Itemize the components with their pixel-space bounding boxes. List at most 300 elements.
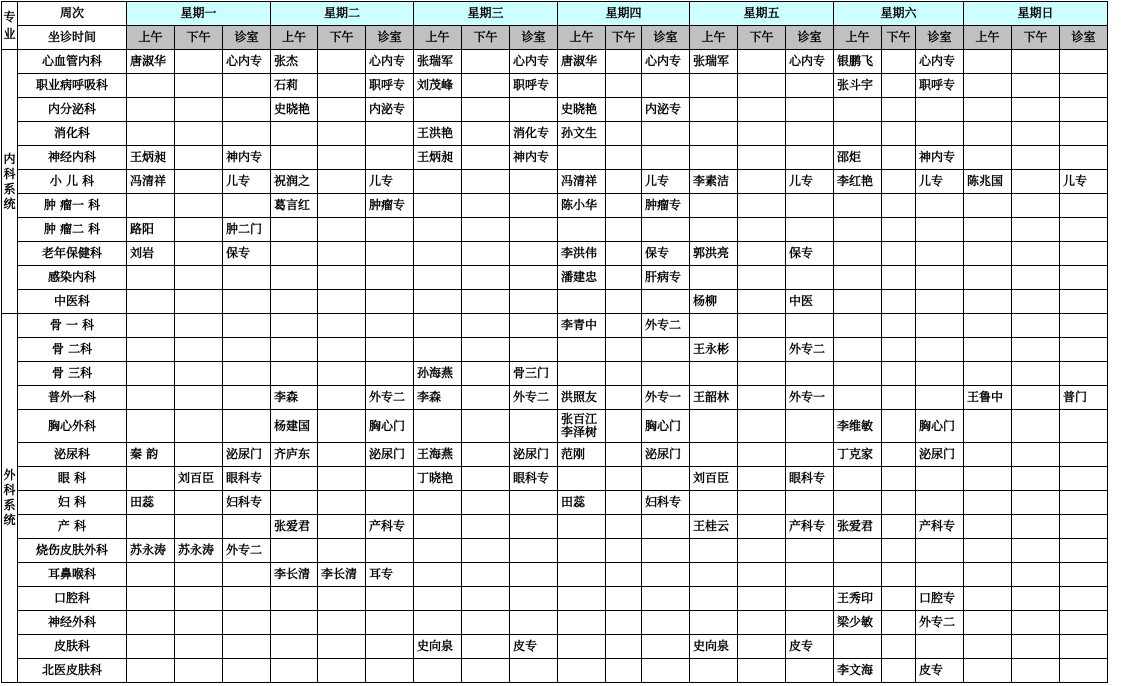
doctor-cell	[1012, 515, 1060, 539]
doctor-cell	[738, 266, 786, 290]
doctor-cell	[738, 242, 786, 266]
doctor-cell	[738, 410, 786, 443]
clinic-room-cell	[1060, 98, 1108, 122]
clinic-room-cell	[786, 122, 834, 146]
department-name: 肿 瘤二 科	[18, 218, 127, 242]
doctor-cell: 陈小华	[558, 194, 606, 218]
doctor-cell	[127, 122, 175, 146]
table-row	[2, 50, 1108, 74]
doctor-cell	[127, 362, 175, 386]
doctor-cell	[690, 266, 738, 290]
clinic-room-cell	[786, 443, 834, 467]
doctor-cell: 祝润之	[271, 170, 318, 194]
clinic-room-cell	[1060, 443, 1108, 467]
clinic-room-cell	[366, 467, 414, 491]
session-header-am: 上午	[414, 26, 462, 50]
doctor-cell	[1012, 635, 1060, 659]
doctor-cell	[175, 242, 223, 266]
clinic-room-cell	[916, 98, 964, 122]
doctor-cell	[318, 491, 366, 515]
clinic-room-cell	[223, 290, 271, 314]
doctor-cell: 刘岩	[127, 242, 175, 266]
doctor-cell	[175, 50, 223, 74]
department-name: 心血管内科	[18, 50, 127, 74]
doctor-cell: 唐淑华	[127, 50, 175, 74]
doctor-cell	[606, 587, 642, 611]
clinic-room-cell	[223, 362, 271, 386]
doctor-cell	[414, 194, 462, 218]
clinic-room-cell: 妇科专	[223, 491, 271, 515]
doctor-cell	[882, 539, 916, 563]
clinic-room-cell	[786, 587, 834, 611]
doctor-cell: 张爱君	[271, 515, 318, 539]
doctor-cell	[738, 611, 786, 635]
session-header-pm: 下午	[175, 26, 223, 50]
doctor-cell	[414, 611, 462, 635]
doctor-cell: 张斗宇	[834, 74, 882, 98]
doctor-cell	[1012, 98, 1060, 122]
clinic-room-cell	[1060, 362, 1108, 386]
department-name: 感染内科	[18, 266, 127, 290]
clinic-room-cell: 普门	[1060, 386, 1108, 410]
doctor-cell: 张瑞军	[414, 50, 462, 74]
doctor-cell	[882, 491, 916, 515]
doctor-cell	[462, 443, 510, 467]
department-name: 北医皮肤科	[18, 659, 127, 683]
doctor-cell	[414, 410, 462, 443]
table-row	[2, 491, 1108, 515]
doctor-cell	[964, 122, 1012, 146]
doctor-cell	[271, 587, 318, 611]
clinic-room-cell: 保专	[223, 242, 271, 266]
doctor-cell	[175, 443, 223, 467]
clinic-room-cell: 肝病专	[642, 266, 690, 290]
doctor-cell: 陈兆国	[964, 170, 1012, 194]
clinic-room-cell	[1060, 563, 1108, 587]
doctor-cell: 田蕊	[127, 491, 175, 515]
doctor-cell	[882, 635, 916, 659]
doctor-cell: 王韶林	[690, 386, 738, 410]
doctor-cell	[558, 611, 606, 635]
doctor-cell	[127, 386, 175, 410]
clinic-room-cell: 外专二	[916, 611, 964, 635]
clinic-room-cell: 儿专	[366, 170, 414, 194]
doctor-cell	[271, 218, 318, 242]
doctor-cell	[414, 563, 462, 587]
clinic-room-cell	[786, 410, 834, 443]
clinic-room-cell	[786, 314, 834, 338]
doctor-cell	[964, 563, 1012, 587]
clinic-room-cell	[510, 410, 558, 443]
clinic-room-cell: 泌尿门	[223, 443, 271, 467]
clinic-room-cell	[510, 314, 558, 338]
doctor-cell: 梁少敏	[834, 611, 882, 635]
doctor-cell	[462, 314, 510, 338]
doctor-cell: 李文海	[834, 659, 882, 683]
doctor-cell	[834, 635, 882, 659]
clinic-room-cell	[223, 194, 271, 218]
doctor-cell	[882, 443, 916, 467]
clinic-room-cell: 职呼专	[366, 74, 414, 98]
doctor-cell	[606, 98, 642, 122]
clinic-room-cell	[642, 218, 690, 242]
doctor-cell	[1012, 194, 1060, 218]
clinic-room-cell	[786, 362, 834, 386]
doctor-cell: 李洪伟	[558, 242, 606, 266]
doctor-cell	[1012, 443, 1060, 467]
clinic-room-cell: 儿专	[223, 170, 271, 194]
doctor-cell	[690, 611, 738, 635]
clinic-room-cell	[642, 74, 690, 98]
table-row	[2, 467, 1108, 491]
clinic-room-cell: 心内专	[223, 50, 271, 74]
doctor-cell	[558, 146, 606, 170]
clinic-room-cell	[366, 491, 414, 515]
doctor-cell	[414, 98, 462, 122]
doctor-cell	[1012, 122, 1060, 146]
clinic-room-cell	[642, 362, 690, 386]
doctor-cell	[738, 563, 786, 587]
doctor-cell	[127, 587, 175, 611]
doctor-cell	[127, 563, 175, 587]
doctor-cell	[462, 515, 510, 539]
department-name: 内分泌科	[18, 98, 127, 122]
doctor-cell	[606, 491, 642, 515]
doctor-cell	[964, 194, 1012, 218]
doctor-cell	[606, 362, 642, 386]
doctor-cell	[127, 515, 175, 539]
doctor-cell	[318, 98, 366, 122]
doctor-cell	[318, 50, 366, 74]
clinic-room-cell	[510, 587, 558, 611]
doctor-cell: 李长清	[318, 563, 366, 587]
clinic-room-cell	[916, 194, 964, 218]
clinic-room-cell: 神内专	[510, 146, 558, 170]
clinic-room-cell	[1060, 338, 1108, 362]
day-header-sun: 星期日	[964, 2, 1108, 26]
doctor-cell	[834, 362, 882, 386]
doctor-cell: 郭洪亮	[690, 242, 738, 266]
clinic-room-cell	[510, 539, 558, 563]
doctor-cell	[462, 467, 510, 491]
doctor-cell	[738, 218, 786, 242]
clinic-room-cell: 肿瘤专	[642, 194, 690, 218]
clinic-room-cell: 外专二	[366, 386, 414, 410]
doctor-cell: 秦 韵	[127, 443, 175, 467]
doctor-cell	[834, 218, 882, 242]
doctor-cell	[462, 410, 510, 443]
clinic-room-cell	[366, 122, 414, 146]
clinic-room-cell: 儿专	[916, 170, 964, 194]
doctor-cell: 王鲁中	[964, 386, 1012, 410]
clinic-room-cell	[366, 611, 414, 635]
doctor-cell	[414, 539, 462, 563]
clinic-room-cell	[510, 170, 558, 194]
doctor-cell	[606, 74, 642, 98]
session-header-am: 上午	[271, 26, 318, 50]
session-header-pm: 下午	[882, 26, 916, 50]
doctor-cell	[834, 386, 882, 410]
clinic-room-cell	[642, 611, 690, 635]
doctor-cell	[318, 314, 366, 338]
clinic-room-cell	[642, 122, 690, 146]
day-header-wed: 星期三	[414, 2, 558, 26]
clinic-room-cell	[366, 266, 414, 290]
doctor-cell	[175, 386, 223, 410]
doctor-cell: 路阳	[127, 218, 175, 242]
doctor-cell	[1012, 611, 1060, 635]
doctor-cell: 王炳昶	[127, 146, 175, 170]
doctor-cell	[738, 98, 786, 122]
clinic-room-cell: 外专一	[642, 386, 690, 410]
table-row	[2, 362, 1108, 386]
doctor-cell	[175, 146, 223, 170]
clinic-room-cell	[366, 659, 414, 683]
doctor-cell	[1012, 563, 1060, 587]
doctor-cell	[558, 515, 606, 539]
session-header-am: 上午	[127, 26, 175, 50]
doctor-cell	[271, 539, 318, 563]
doctor-cell	[558, 587, 606, 611]
doctor-cell: 李长清	[271, 563, 318, 587]
table-row	[2, 635, 1108, 659]
doctor-cell	[271, 242, 318, 266]
clinic-room-cell: 内泌专	[642, 98, 690, 122]
clinic-room-cell	[916, 266, 964, 290]
session-header-room: 诊室	[223, 26, 271, 50]
doctor-cell	[271, 266, 318, 290]
doctor-cell	[882, 242, 916, 266]
doctor-cell: 李青中	[558, 314, 606, 338]
department-name: 烧伤皮肤外科	[18, 539, 127, 563]
doctor-cell	[882, 563, 916, 587]
doctor-cell	[882, 122, 916, 146]
doctor-cell	[271, 290, 318, 314]
doctor-cell	[175, 290, 223, 314]
table-row	[2, 611, 1108, 635]
doctor-cell	[558, 290, 606, 314]
doctor-cell	[690, 659, 738, 683]
clinic-room-cell	[786, 563, 834, 587]
clinic-room-cell	[642, 338, 690, 362]
doctor-cell	[606, 467, 642, 491]
doctor-cell	[1012, 290, 1060, 314]
doctor-cell	[964, 74, 1012, 98]
doctor-cell	[964, 443, 1012, 467]
doctor-cell: 刘百臣	[175, 467, 223, 491]
department-name: 小 儿 科	[18, 170, 127, 194]
doctor-cell	[606, 563, 642, 587]
doctor-cell: 齐庐东	[271, 443, 318, 467]
doctor-cell	[462, 362, 510, 386]
doctor-cell	[606, 314, 642, 338]
clinic-room-cell	[223, 266, 271, 290]
doctor-cell	[318, 290, 366, 314]
doctor-cell	[834, 467, 882, 491]
doctor-cell	[738, 491, 786, 515]
doctor-cell	[462, 290, 510, 314]
doctor-cell	[462, 170, 510, 194]
table-row	[2, 218, 1108, 242]
doctor-cell	[606, 410, 642, 443]
doctor-cell	[606, 635, 642, 659]
doctor-cell: 李森	[271, 386, 318, 410]
doctor-cell	[414, 314, 462, 338]
table-row	[2, 122, 1108, 146]
doctor-cell	[318, 122, 366, 146]
clinic-room-cell	[642, 635, 690, 659]
doctor-cell	[738, 194, 786, 218]
doctor-cell	[318, 242, 366, 266]
clinic-room-cell	[786, 611, 834, 635]
doctor-cell: 王炳昶	[414, 146, 462, 170]
doctor-cell: 张百江 李泽树	[558, 410, 606, 443]
doctor-cell	[834, 290, 882, 314]
doctor-cell	[738, 122, 786, 146]
doctor-cell	[834, 563, 882, 587]
session-header-pm: 下午	[318, 26, 366, 50]
clinic-room-cell	[642, 587, 690, 611]
clinic-room-cell	[916, 314, 964, 338]
clinic-room-cell: 中医	[786, 290, 834, 314]
clinic-room-cell	[223, 338, 271, 362]
clinic-room-cell	[916, 563, 964, 587]
doctor-cell	[738, 467, 786, 491]
clinic-room-cell: 耳专	[366, 563, 414, 587]
schedule-sheet	[1, 1, 1108, 683]
doctor-cell	[690, 122, 738, 146]
doctor-cell	[271, 314, 318, 338]
doctor-cell	[271, 659, 318, 683]
doctor-cell	[558, 539, 606, 563]
clinic-room-cell	[1060, 122, 1108, 146]
doctor-cell	[964, 515, 1012, 539]
doctor-cell	[558, 338, 606, 362]
doctor-cell	[175, 338, 223, 362]
doctor-cell: 冯清祥	[127, 170, 175, 194]
clinic-room-cell: 泌尿门	[916, 443, 964, 467]
clinic-room-cell	[510, 266, 558, 290]
doctor-cell: 丁克家	[834, 443, 882, 467]
doctor-cell	[882, 659, 916, 683]
doctor-cell	[318, 170, 366, 194]
doctor-cell	[882, 290, 916, 314]
doctor-cell	[964, 50, 1012, 74]
clinic-room-cell: 妇科专	[642, 491, 690, 515]
clinic-room-cell	[916, 290, 964, 314]
doctor-cell	[964, 314, 1012, 338]
doctor-cell	[414, 266, 462, 290]
doctor-cell	[318, 611, 366, 635]
doctor-cell	[462, 587, 510, 611]
doctor-cell	[738, 443, 786, 467]
doctor-cell	[414, 218, 462, 242]
doctor-cell	[1012, 170, 1060, 194]
clinic-room-cell: 皮专	[786, 635, 834, 659]
doctor-cell	[834, 242, 882, 266]
doctor-cell	[127, 467, 175, 491]
department-name: 中医科	[18, 290, 127, 314]
doctor-cell	[882, 50, 916, 74]
doctor-cell	[1012, 386, 1060, 410]
day-header-fri: 星期五	[690, 2, 834, 26]
doctor-cell	[127, 410, 175, 443]
doctor-cell	[1012, 539, 1060, 563]
doctor-cell: 王海燕	[414, 443, 462, 467]
doctor-cell	[318, 74, 366, 98]
table-row	[2, 98, 1108, 122]
doctor-cell	[1012, 338, 1060, 362]
doctor-cell	[882, 587, 916, 611]
doctor-cell	[127, 290, 175, 314]
department-name: 神经内科	[18, 146, 127, 170]
doctor-cell	[462, 194, 510, 218]
session-header-pm: 下午	[1012, 26, 1060, 50]
doctor-cell	[738, 635, 786, 659]
doctor-cell	[882, 314, 916, 338]
doctor-cell: 李森	[414, 386, 462, 410]
doctor-cell	[964, 146, 1012, 170]
doctor-cell	[1012, 659, 1060, 683]
doctor-cell: 王洪艳	[414, 122, 462, 146]
clinic-room-cell	[1060, 410, 1108, 443]
clinic-room-cell: 外专一	[786, 386, 834, 410]
clinic-room-cell	[223, 635, 271, 659]
department-name: 肿 瘤一 科	[18, 194, 127, 218]
doctor-cell	[834, 314, 882, 338]
clinic-room-cell	[1060, 194, 1108, 218]
clinic-room-cell	[366, 290, 414, 314]
doctor-cell: 苏永涛	[175, 539, 223, 563]
clinic-room-cell	[223, 563, 271, 587]
clinic-room-cell	[223, 611, 271, 635]
doctor-cell: 洪照友	[558, 386, 606, 410]
clinic-room-cell: 产科专	[786, 515, 834, 539]
clinic-room-cell: 产科专	[366, 515, 414, 539]
doctor-cell: 史向泉	[414, 635, 462, 659]
doctor-cell	[414, 338, 462, 362]
clinic-room-cell	[916, 386, 964, 410]
clinic-room-cell: 外专二	[642, 314, 690, 338]
doctor-cell: 银鹏飞	[834, 50, 882, 74]
department-name: 耳鼻喉科	[18, 563, 127, 587]
clinic-room-cell	[223, 122, 271, 146]
department-name: 消化科	[18, 122, 127, 146]
doctor-cell	[558, 218, 606, 242]
doctor-cell	[964, 242, 1012, 266]
doctor-cell	[414, 491, 462, 515]
doctor-cell	[964, 266, 1012, 290]
doctor-cell	[462, 563, 510, 587]
table-row	[2, 290, 1108, 314]
session-header-am: 上午	[964, 26, 1012, 50]
doctor-cell	[558, 74, 606, 98]
doctor-cell	[1012, 467, 1060, 491]
clinic-room-cell	[510, 515, 558, 539]
doctor-cell	[175, 611, 223, 635]
clinic-room-cell	[916, 467, 964, 491]
doctor-cell	[127, 74, 175, 98]
clinic-room-cell: 心内专	[510, 50, 558, 74]
clinic-room-cell: 神内专	[223, 146, 271, 170]
doctor-cell	[462, 218, 510, 242]
clinic-room-cell	[786, 266, 834, 290]
doctor-cell	[738, 170, 786, 194]
clinic-room-cell	[1060, 74, 1108, 98]
doctor-cell	[127, 266, 175, 290]
clinic-room-cell	[1060, 659, 1108, 683]
clinic-room-cell	[366, 635, 414, 659]
